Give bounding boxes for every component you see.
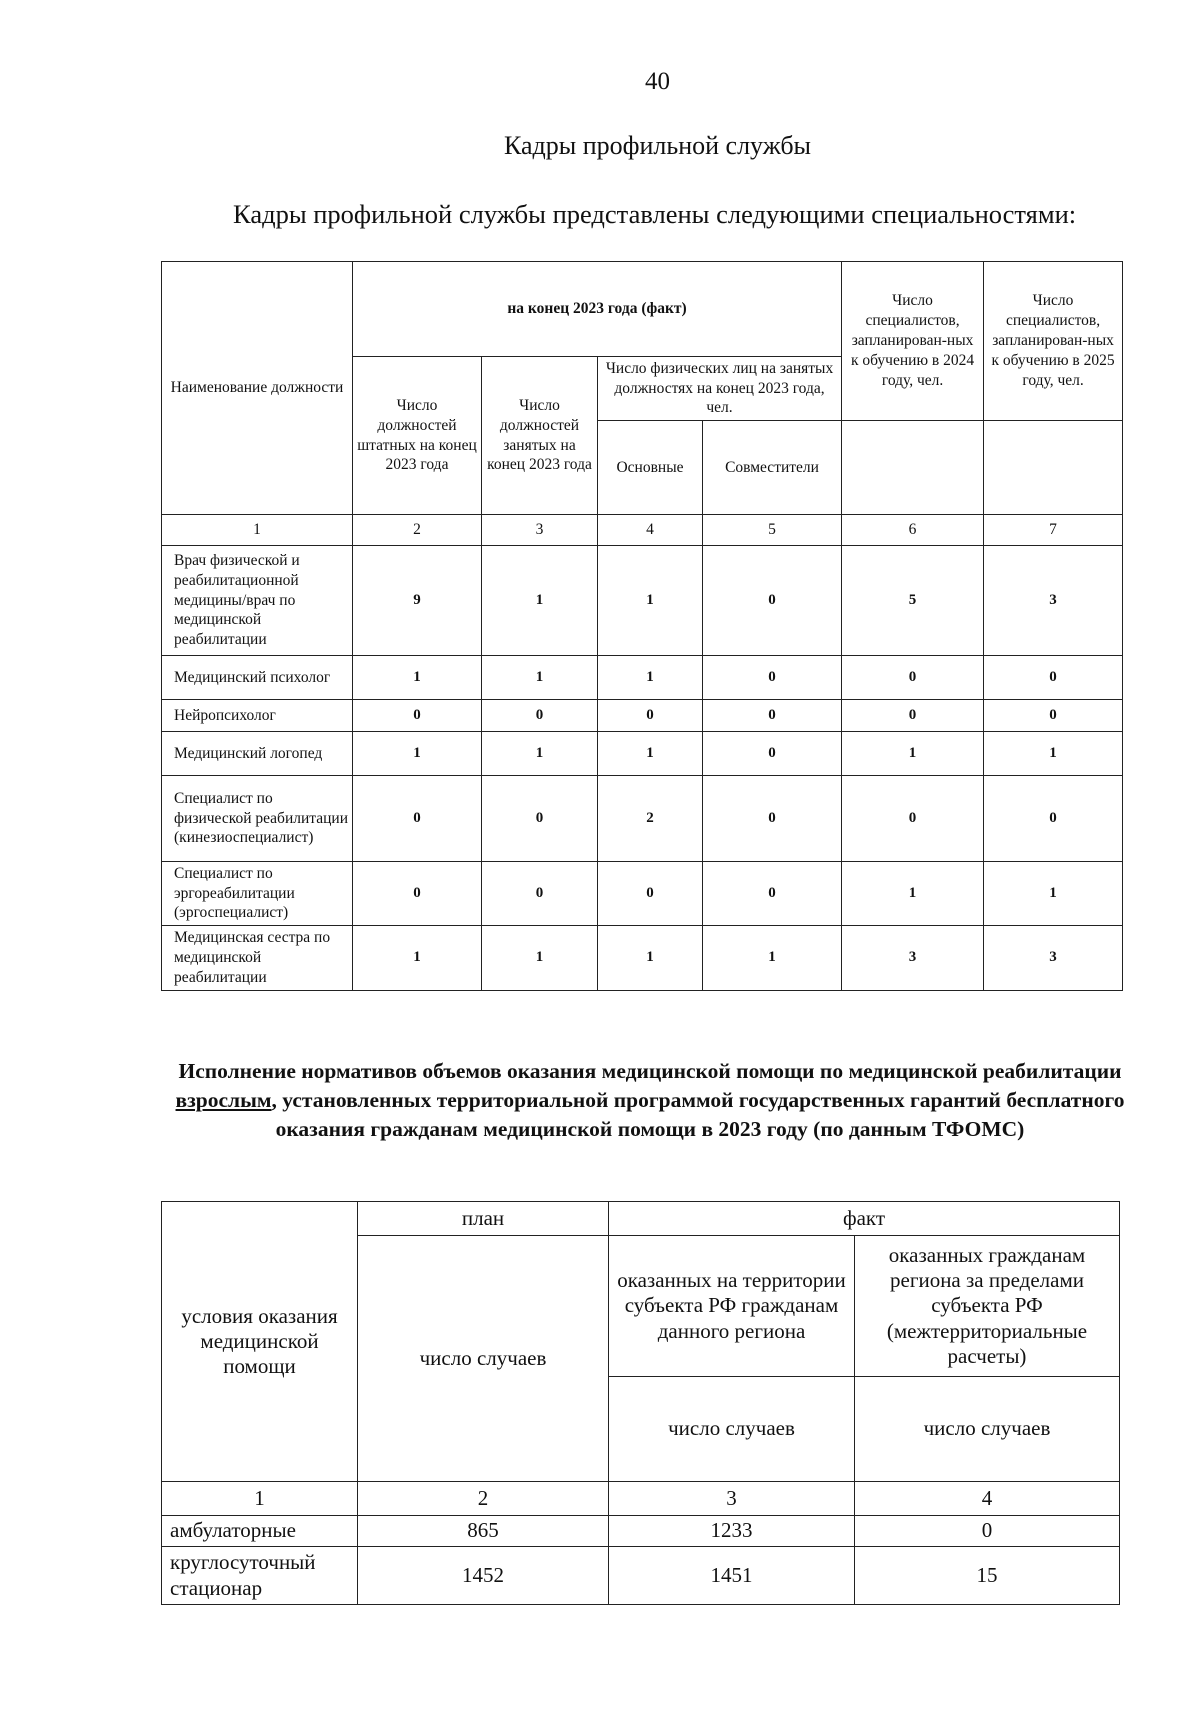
- table-row: [162, 1547, 1120, 1605]
- table-cell: 1: [482, 732, 598, 776]
- header-conditions: условия оказания медицинской помощи: [162, 1202, 358, 1482]
- header-in-region-cases: число случаев: [609, 1377, 855, 1482]
- table-cell: 0: [482, 700, 598, 732]
- table-cell: 15: [855, 1547, 1120, 1605]
- table-cell: 0: [482, 862, 598, 926]
- header-empty-7: [984, 421, 1123, 515]
- header-end-2023-fact: на конец 2023 года (факт): [353, 262, 842, 357]
- table-cell: 3: [842, 926, 984, 991]
- table-cell: 0: [703, 732, 842, 776]
- table-cell: 1: [353, 926, 482, 991]
- position-name: Врач физической и реабилитационной медицины/врач по медицинской реабилитации: [162, 546, 353, 656]
- table-cell: 1: [353, 732, 482, 776]
- table-cell: 0: [842, 776, 984, 862]
- header-planned-2024: Число специалистов, запланирован-ных к обучению в 2024 году, чел.: [842, 262, 984, 421]
- position-name: Медицинский логопед: [162, 732, 353, 776]
- table-cell: 0: [353, 700, 482, 732]
- column-number: 6: [842, 515, 984, 546]
- table-cell: 3: [984, 546, 1123, 656]
- column-number: 3: [482, 515, 598, 546]
- header-individuals: Число физических лиц на занятых должностях на конец 2023 года, чел.: [598, 357, 842, 421]
- header-staff-positions: Число должностей штатных на конец 2023 года: [353, 357, 482, 515]
- table-cell: 0: [984, 776, 1123, 862]
- norm-title-part1: Исполнение нормативов объемов оказания медицинской помощи по медицинской реабилитации: [178, 1059, 1122, 1083]
- table-cell: 3: [984, 926, 1123, 991]
- table-cell: 0: [703, 546, 842, 656]
- table-cell: 865: [358, 1516, 609, 1547]
- table-row: [162, 1516, 1120, 1547]
- position-name: Специалист по физической реабилитации (кинезиоспециалист): [162, 776, 353, 862]
- table-cell: 0: [703, 700, 842, 732]
- table-cell: 1: [598, 732, 703, 776]
- table-cell: 2: [598, 776, 703, 862]
- norm-title: [160, 1057, 1140, 1144]
- norm-title-part2: , установленных территориальной программой государственных гарантий бесплатного оказания гражданам медицинской помощи в 2023 году (по данным ТФОМС): [271, 1088, 1125, 1141]
- table-cell: 1451: [609, 1547, 855, 1605]
- column-number: 7: [984, 515, 1123, 546]
- table-cell: 1: [482, 926, 598, 991]
- table-row: [162, 546, 1123, 656]
- page-number: 40: [645, 68, 670, 95]
- table-cell: 0: [855, 1516, 1120, 1547]
- table-cell: 0: [482, 776, 598, 862]
- table-cell: 0: [703, 656, 842, 700]
- table-cell: 0: [842, 656, 984, 700]
- column-number: 5: [703, 515, 842, 546]
- header-empty-6: [842, 421, 984, 515]
- table-row: [162, 700, 1123, 732]
- table-cell: 0: [703, 862, 842, 926]
- intro-text: Кадры профильной службы представлены следующими специальностями:: [233, 199, 1077, 229]
- condition-name: амбулаторные: [162, 1516, 358, 1547]
- table-cell: 1: [598, 656, 703, 700]
- table-cell: 1: [703, 926, 842, 991]
- position-name: Медицинская сестра по медицинской реабилитации: [162, 926, 353, 991]
- position-name: Специалист по эргореабилитации (эргоспециалист): [162, 862, 353, 926]
- header-outside-region-cases: число случаев: [855, 1377, 1120, 1482]
- header-planned-2025: Число специалистов, запланирован-ных к обучению в 2025 году, чел.: [984, 262, 1123, 421]
- header-part-time: Совместители: [703, 421, 842, 515]
- header-occupied-positions: Число должностей занятых на конец 2023 года: [482, 357, 598, 515]
- header-main: Основные: [598, 421, 703, 515]
- table-cell: 0: [353, 776, 482, 862]
- column-number: 1: [162, 1482, 358, 1516]
- column-number: 4: [598, 515, 703, 546]
- column-number: 1: [162, 515, 353, 546]
- table-cell: 1: [482, 656, 598, 700]
- table-row: [162, 862, 1123, 926]
- header-fact: факт: [609, 1202, 1120, 1236]
- column-number: 4: [855, 1482, 1120, 1516]
- table-cell: 9: [353, 546, 482, 656]
- table-row: [162, 776, 1123, 862]
- column-number: 3: [609, 1482, 855, 1516]
- table-row: [162, 732, 1123, 776]
- table-cell: 1233: [609, 1516, 855, 1547]
- table-cell: 0: [984, 656, 1123, 700]
- table-cell: 1452: [358, 1547, 609, 1605]
- header-position-name: Наименование должности: [162, 262, 353, 515]
- table-cell: 0: [984, 700, 1123, 732]
- norm-title-underlined: взрослым: [175, 1088, 272, 1112]
- section-title: Кадры профильной службы: [503, 131, 812, 160]
- header-plan-cases: число случаев: [358, 1236, 609, 1482]
- table-cell: 1: [842, 732, 984, 776]
- table-cell: 0: [598, 700, 703, 732]
- table-cell: 0: [842, 700, 984, 732]
- table-cell: 1: [598, 546, 703, 656]
- column-number: 2: [353, 515, 482, 546]
- position-name: Медицинский психолог: [162, 656, 353, 700]
- condition-name: круглосуточный стационар: [162, 1547, 358, 1605]
- position-name: Нейропсихолог: [162, 700, 353, 732]
- table-cell: 1: [984, 732, 1123, 776]
- header-in-region: оказанных на территории субъекта РФ гражданам данного региона: [609, 1236, 855, 1377]
- table-cell: 1: [842, 862, 984, 926]
- norm-table: [161, 1201, 1120, 1605]
- staff-table: [161, 261, 1123, 991]
- header-outside-region: оказанных гражданам региона за пределами субъекта РФ (межтерриториальные расчеты): [855, 1236, 1120, 1377]
- table-cell: 5: [842, 546, 984, 656]
- table-cell: 1: [482, 546, 598, 656]
- table-cell: 1: [598, 926, 703, 991]
- table-cell: 0: [703, 776, 842, 862]
- header-plan: план: [358, 1202, 609, 1236]
- table-row: [162, 926, 1123, 991]
- column-number: 2: [358, 1482, 609, 1516]
- table-row: [162, 656, 1123, 700]
- table-cell: 0: [353, 862, 482, 926]
- table-cell: 1: [984, 862, 1123, 926]
- table-cell: 0: [598, 862, 703, 926]
- table-cell: 1: [353, 656, 482, 700]
